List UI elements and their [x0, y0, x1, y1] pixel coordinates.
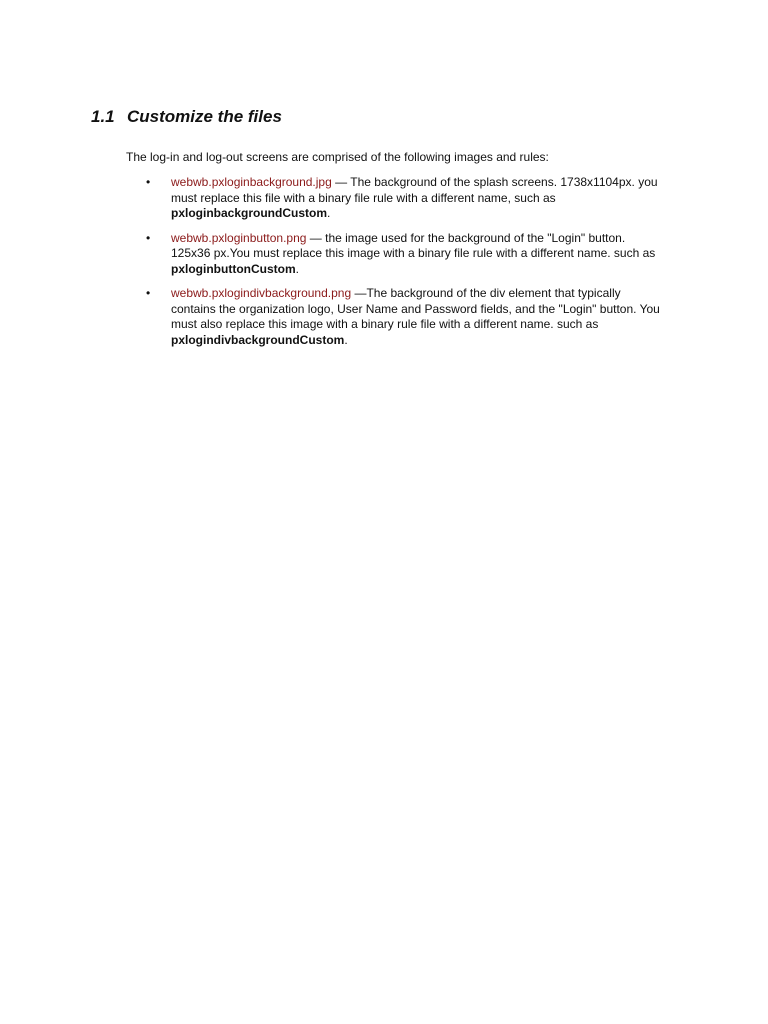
intro-paragraph: The log-in and log-out screens are comprised of the following images and rules:	[126, 150, 549, 164]
custom-rule-name: pxloginbuttonCustom	[171, 261, 296, 276]
custom-rule-name: pxlogindivbackgroundCustom	[171, 332, 345, 347]
bullet-list	[146, 175, 666, 357]
custom-rule-name: pxloginbackgroundCustom	[171, 206, 327, 220]
item-description: —The background of the div element that typically contains the organization logo, User Name and Password fields, and the "Login" button. You must also replace this image with a binary rule file with a different name. such as	[171, 286, 660, 331]
item-end: .	[295, 261, 299, 276]
list-item	[146, 175, 666, 222]
list-item	[146, 231, 666, 278]
bullet-icon: •	[146, 175, 151, 189]
list-item	[146, 286, 666, 348]
item-description: — The background of the splash screens. 1738x1104px. you must replace this file with a binary file rule with a different name, such as	[171, 175, 658, 205]
bullet-icon: •	[146, 230, 151, 245]
section-title: Customize the files	[127, 107, 282, 126]
file-name-link: webwb.pxlogindivbackground.png	[171, 286, 352, 300]
file-name-link: webwb.pxloginbackground.jpg	[171, 175, 332, 189]
item-description: — the image used for the background of the "Login" button. 125x36 px.You must replace this image with a binary file rule with a different name. such as	[171, 230, 656, 260]
bullet-icon: •	[146, 286, 151, 300]
file-name-link: webwb.pxloginbutton.png	[171, 230, 307, 245]
item-end: .	[327, 206, 331, 220]
section-number: 1.1	[91, 107, 115, 126]
item-end: .	[344, 332, 348, 347]
section-heading	[91, 107, 282, 127]
